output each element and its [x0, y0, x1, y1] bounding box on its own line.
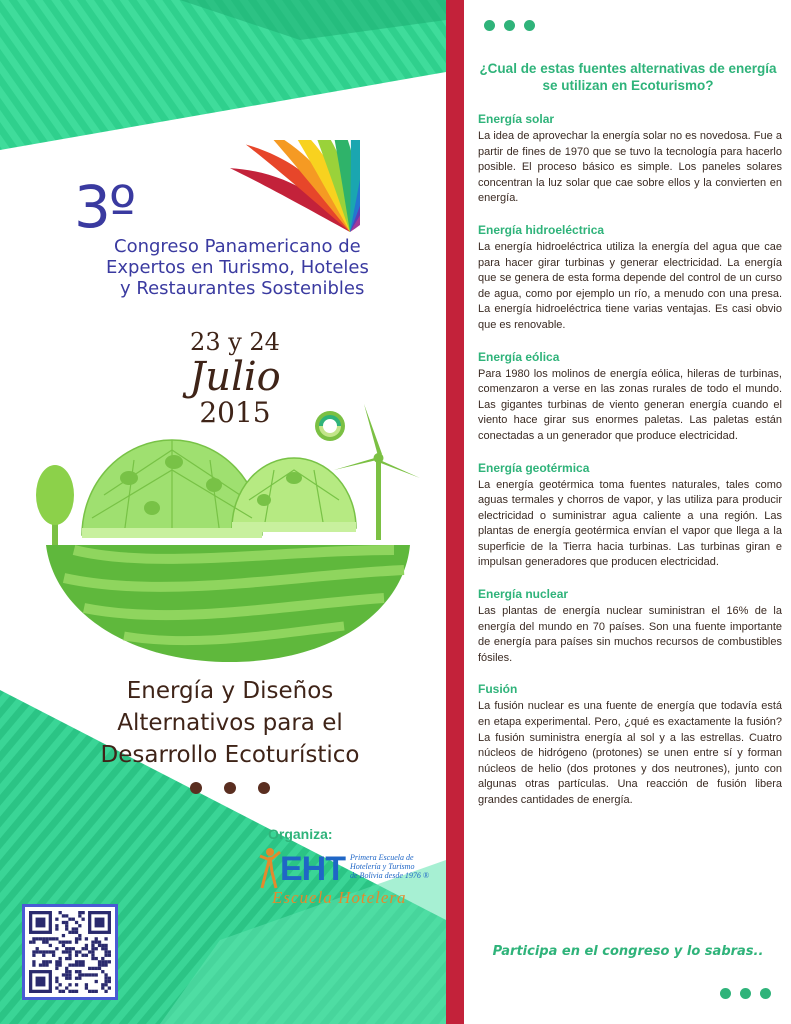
section-text: Las plantas de energía nuclear suministran el 16% de la energía del mundo en 70 países. Son una fuente importante de energía para países sin muchos recursos de combustibles fósiles. — [478, 605, 782, 664]
congress-title-line: y Restaurantes Sostenibles — [120, 278, 365, 299]
section-geothermal — [478, 461, 782, 572]
eht-logo — [258, 846, 443, 910]
section-title: Energía solar — [478, 112, 555, 126]
waiter-figure-icon — [258, 846, 282, 890]
decorative-dots — [190, 782, 270, 794]
energy-sections — [478, 112, 782, 825]
eht-subtitle-line: Hotelería y Turismo — [350, 862, 415, 871]
tree-icon — [36, 465, 74, 545]
organiza-label: Organiza: — [268, 826, 333, 842]
section-hydro — [478, 223, 782, 334]
eht-subtitle-line: de Bolivia desde 1976 ® — [350, 871, 429, 880]
eht-subtitle — [350, 853, 445, 880]
section-title: Energía eólica — [478, 349, 560, 364]
recycle-icon — [315, 411, 345, 441]
qr-code[interactable] — [22, 904, 118, 1000]
section-title: Energía hidroeléctrica — [478, 222, 605, 237]
event-year: 2015 — [199, 396, 271, 429]
congress-title — [92, 236, 382, 299]
event-days: 23 y 24 — [190, 328, 280, 356]
section-text: La energía hidroeléctrica utiliza la energía del agua que cae para hacer girar turbinas y generar electricidad. La energía que se genera de esta forma depende del control de un curso de agua, como por ejemplo un río, a menudo con una presa. La energía hidroeléctrica tiene varias ventajas. Es casi obvio que es renovable. — [478, 240, 782, 331]
qr-code-pattern — [29, 911, 111, 993]
section-text: Para 1980 los molinos de energía eólica, hileras de turbinas, comenzaron a verse en las zonas rurales de todo el mundo. Las gigantes turbinas de viento generan energía cuando el viento hace girar sus enormes paletas. Las paletas están conectadas a un generador que produce electricidad. — [478, 367, 782, 442]
color-fan-logo — [100, 140, 360, 240]
geodesic-dome-icon — [82, 440, 356, 538]
section-text: La fusión nuclear es una fuente de energía que todavía está en etapa experimental. Pero, ¿qué es exactamente la fusión? La fusión suministra energía al sol y a las estrellas. Cuatro núcleos de hidrógeno (protones) se unen entre sí y forman núcleos de helio (dos protones y dos neutrones), junto con algunas otras partículas. Una reacción de fusión libera grandes cantidades de energía. — [478, 700, 782, 806]
decorative-dots — [484, 20, 535, 31]
field-illustration — [46, 545, 410, 662]
congress-number: 3º — [74, 173, 135, 241]
section-nuclear — [478, 587, 782, 666]
decorative-dots — [720, 988, 771, 999]
divider-bar — [446, 0, 464, 1024]
right-panel — [464, 0, 791, 1024]
section-solar — [478, 112, 782, 207]
section-title: Energía nuclear — [478, 587, 569, 602]
call-to-action: Participa en el congreso y lo sabras.. — [492, 944, 764, 959]
question-heading: ¿Cual de estas fuentes alternativas de energía se utilizan en Ecoturismo? — [479, 61, 777, 93]
event-month: Julio — [189, 354, 281, 400]
headline-line: Desarrollo Ecoturístico — [100, 742, 360, 768]
headline-line: Energía y Diseños — [126, 678, 334, 704]
section-fusion — [478, 682, 782, 808]
headline — [60, 675, 400, 771]
congress-title-line: Congreso Panamericano de — [114, 236, 361, 257]
section-text: La idea de aprovechar la energía solar no es novedosa. Fue a partir de fines de 1970 que se tuvo la tecnología para hacerlo posible. El proceso básico es simple. Los paneles solares concentran la luz solar que cae sobre ellos y la convierten en energía. — [478, 130, 782, 205]
eco-scene-illustration — [34, 396, 424, 670]
section-title: Energía geotérmica — [478, 460, 590, 475]
section-wind — [478, 350, 782, 445]
headline-line: Alternativos para el — [117, 710, 343, 736]
congress-title-line: Expertos en Turismo, Hoteles — [106, 257, 369, 278]
section-title: Fusión — [478, 682, 518, 697]
eht-subtitle-line: Primera Escuela de — [350, 853, 414, 862]
eht-acronym: EHT — [280, 850, 345, 888]
section-text: La energía geotérmica toma fuentes naturales, tales como aguas termales y chorros de vapor, y las utiliza para producir electricidad o suministrar agua caliente a una región. Las plantas de energía geotérmica envían el vapor que llega a la superficie de la Tierra hacia turbinas. Las turbinas giran e impulsan generadores que producen electricidad. — [478, 478, 782, 569]
eht-name: Escuela Hotelera — [272, 888, 407, 907]
